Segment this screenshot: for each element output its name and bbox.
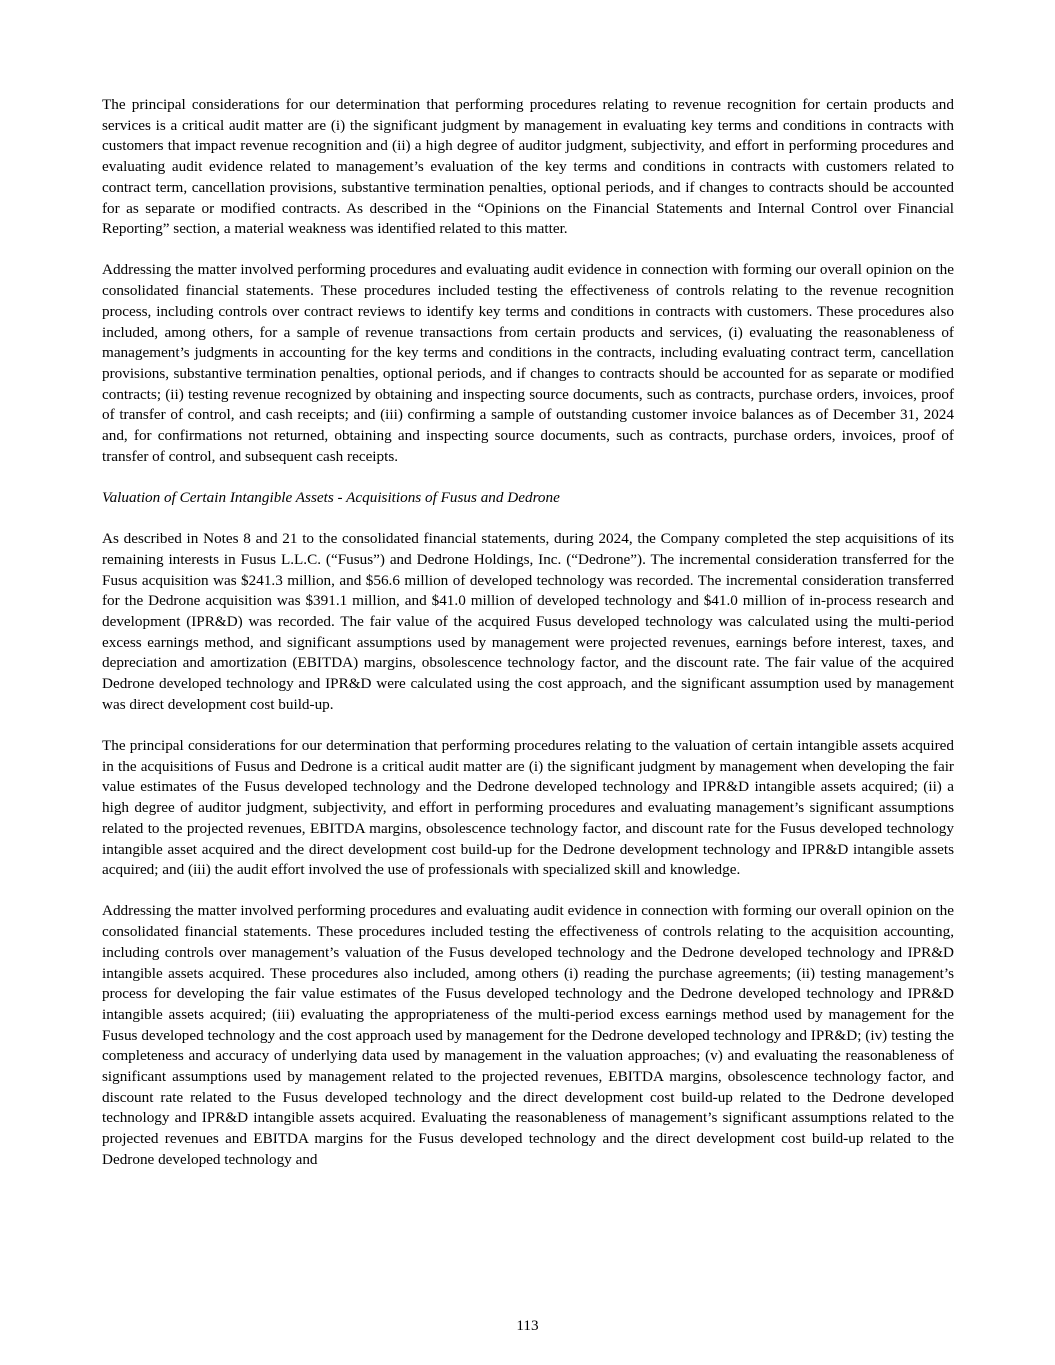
paragraph-revenue-procedures: Addressing the matter involved performing procedures and evaluating audit evidence in connection with forming our overall opinion on the consolidated financial statements. These procedures included testing the effectiveness of controls relating to the revenue recognition process, including controls over contract reviews to identify key terms and conditions in contracts with customers. These procedures also included, among others, for a sample of revenue transactions from certain products and services, (i) evaluating the reasonableness of management’s judgments in accounting for the key terms and conditions in the contracts, including evaluating contract term, cancellation provisions, substantive termination penalties, optional periods, and if changes to contracts should be accounted for as separate or modified contracts; (ii) testing revenue recognized by obtaining and inspecting source documents, such as contracts, purchase orders, invoices, proof of transfer of control, and cash receipts; and (iii) confirming a sample of outstanding customer invoice balances as of December 31, 2024 and, for confirmations not returned, obtaining and inspecting source documents, such as contracts, purchase orders, invoices, proof of transfer of control, and subsequent cash receipts. xyxy=(102,261,954,465)
document-page xyxy=(102,95,954,1191)
paragraph-acquisitions-description: As described in Notes 8 and 21 to the consolidated financial statements, during 2024, the Company completed the step acquisitions of its remaining interests in Fusus L.L.C. (“Fusus”) and Dedrone Holdings, Inc. (“Dedrone”). The incremental consideration transferred for the Fusus acquisition was $241.3 million, and $56.6 million of developed technology was recorded. The incremental consideration transferred for the Dedrone acquisition was $391.1 million, and $41.0 million of developed technology and $41.0 million of in-process research and development (IPR&D) was recorded. The fair value of the acquired Fusus developed technology was calculated using the multi-period excess earnings method, and significant assumptions used by management were projected revenues, earnings before interest, taxes, and depreciation and amortization (EBITDA) margins, obsolescence technology factor, and the discount rate. The fair value of the acquired Dedrone developed technology and IPR&D were calculated using the cost approach, and the significant assumption used by management was direct development cost build-up. xyxy=(102,530,954,713)
page-number: 113 xyxy=(516,1317,539,1334)
paragraph-revenue-considerations: The principal considerations for our determination that performing procedures relating to revenue recognition for certain products and services is a critical audit matter are (i) the significant judgment by management in evaluating key terms and conditions in contracts with customers that impact revenue recognition and (ii) a high degree of auditor judgment, subjectivity, and effort in performing procedures and evaluating audit evidence related to management’s evaluation of the key terms and conditions in contracts with customers related to contract term, cancellation provisions, substantive termination penalties, optional periods, and if changes to contracts should be accounted for as separate or modified contracts. As described in the “Opinions on the Financial Statements and Internal Control over Financial Reporting” section, a material weakness was identified related to this matter. xyxy=(102,96,954,238)
paragraph-valuation-procedures: Addressing the matter involved performing procedures and evaluating audit evidence in connection with forming our overall opinion on the consolidated financial statements. These procedures included testing the effectiveness of controls relating to the acquisition accounting, including controls over management’s valuation of the Fusus developed technology and the Dedrone developed technology and IPR&D intangible assets acquired. These procedures also included, among others (i) reading the purchase agreements; (ii) testing management’s process for developing the fair value estimates of the Fusus developed technology and the Dedrone developed technology and IPR&D intangible assets acquired; (iii) evaluating the appropriateness of the multi-period excess earnings method used by management for the Fusus developed technology and the cost approach used by management for the Dedrone developed technology and IPR&D; (iv) testing the completeness and accuracy of underlying data used by management in the valuation approaches; (v) and evaluating the reasonableness of significant assumptions used by management related to the projected revenues, EBITDA margins, obsolescence technology factor, and discount rate related to the Fusus developed technology and the direct development cost build-up related to the Dedrone developed technology and IPR&D intangible assets acquired. Evaluating the reasonableness of management’s significant assumptions related to the projected revenues and EBITDA margins for the Fusus developed technology and the direct development cost build-up related to the Dedrone developed technology and xyxy=(102,902,954,1168)
paragraph-valuation-considerations: The principal considerations for our determination that performing procedures relating to the valuation of certain intangible assets acquired in the acquisitions of Fusus and Dedrone is a critical audit matter are (i) the significant judgment by management when developing the fair value estimates of the Fusus developed technology and the Dedrone developed technology and IPR&D intangible assets acquired; (ii) a high degree of auditor judgment, subjectivity, and effort in performing procedures and evaluating management’s significant assumptions related to the projected revenues, EBITDA margins, obsolescence technology factor, and discount rate for the Fusus developed technology intangible asset acquired and the direct development cost build-up for the Dedrone development technology and IPR&D intangible assets acquired; and (iii) the audit effort involved the use of professionals with specialized skill and knowledge. xyxy=(102,736,954,879)
section-heading-intangible-assets: Valuation of Certain Intangible Assets - Acquisitions of Fusus and Dedrone xyxy=(102,488,560,506)
